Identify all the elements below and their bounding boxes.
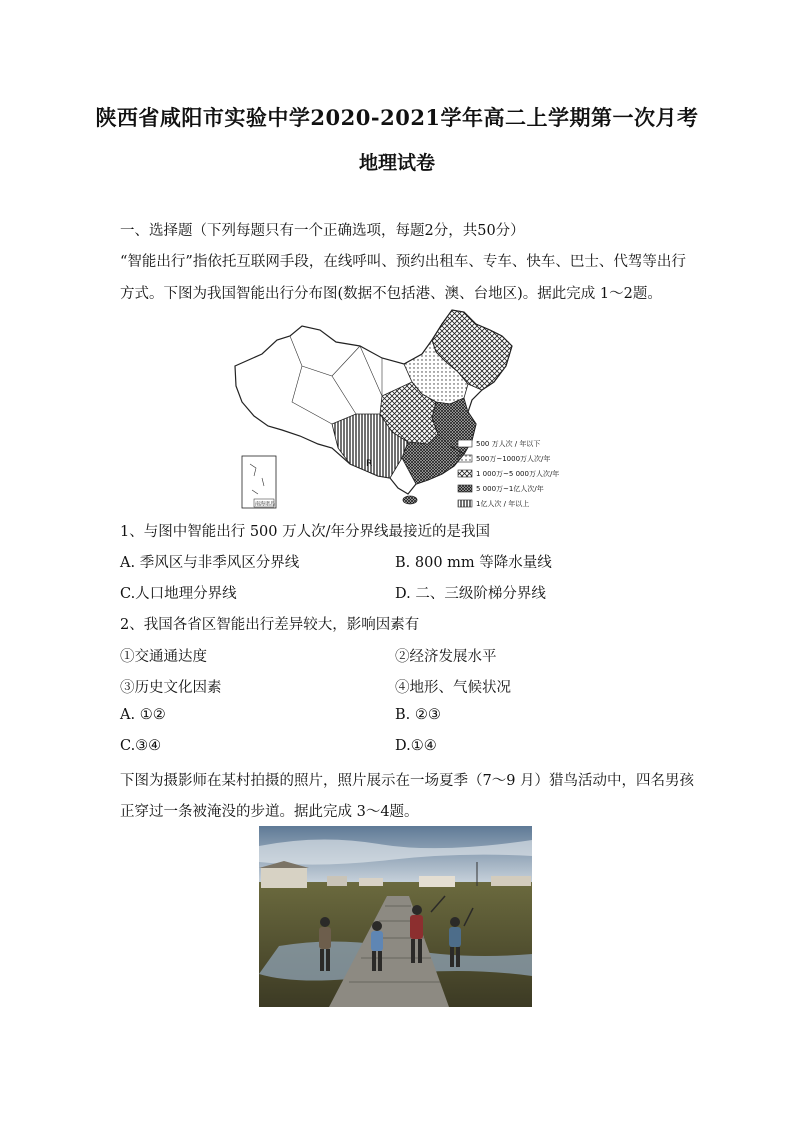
legend-item: 1 000万~5 000万人次/年 <box>476 470 560 478</box>
exam-title: 陕西省咸阳市实验中学2020-2021学年高二上学期第一次月考 <box>95 105 699 130</box>
question-2-item-2: ②经济发展水平 <box>395 649 497 665</box>
intro-paragraph-line: 方式。下图为我国智能出行分布图(数据不包括港、澳、台地区)。据此完成 1～2题。 <box>120 286 662 302</box>
question-2-option-a: A. ①② <box>120 707 166 723</box>
intro-paragraph-line: 正穿过一条被淹没的步道。据此完成 3～4题。 <box>120 804 419 820</box>
map-region-letter: R <box>366 459 373 469</box>
question-2-item-4: ④地形、气候状况 <box>395 680 511 696</box>
question-1-option-c: C.人口地理分界线 <box>120 586 237 602</box>
boys-crossing-flooded-path-photo <box>259 826 532 1007</box>
legend-item: 500 万人次 / 年以下 <box>476 440 541 448</box>
section-heading: 一、选择题（下列每题只有一个正确选项，每题2分，共50分） <box>120 223 525 239</box>
question-2-item-1: ①交通通达度 <box>120 649 207 665</box>
question-2-item-3: ③历史文化因素 <box>120 680 222 696</box>
question-1-option-b: B. 800 mm 等降水量线 <box>395 555 552 571</box>
question-2-option-c: C.③④ <box>120 738 162 754</box>
intro-paragraph-line: “智能出行”指依托互联网手段，在线呼叫、预约出租车、专车、快车、巴士、代驾等出行 <box>120 254 686 270</box>
legend-item: 500万~1000万人次/年 <box>476 455 551 463</box>
question-1-option-d: D. 二、三级阶梯分界线 <box>395 586 546 602</box>
svg-text:南海诸岛: 南海诸岛 <box>255 501 276 508</box>
intro-paragraph-line: 下图为摄影师在某村拍摄的照片，照片展示在一场夏季（7～9 月）猎鸟活动中，四名男孩 <box>120 773 695 789</box>
south-china-sea-inset <box>242 456 276 508</box>
question-2-stem: 2、我国各省区智能出行差异较大，影响因素有 <box>120 617 420 633</box>
legend-item: 1亿人次 / 年以上 <box>476 500 530 508</box>
question-1-stem: 1、与图中智能出行 500 万人次/年分界线最接近的是我国 <box>120 524 491 540</box>
question-2-option-b: B. ②③ <box>395 707 441 723</box>
legend-item: 5 000万~1亿人次/年 <box>476 485 544 493</box>
china-smart-travel-map <box>232 306 568 512</box>
question-2-option-d: D.①④ <box>395 738 437 754</box>
map-legend <box>458 439 559 508</box>
exam-subtitle: 地理试卷 <box>358 152 435 174</box>
question-1-option-a: A. 季风区与非季风区分界线 <box>120 555 300 571</box>
